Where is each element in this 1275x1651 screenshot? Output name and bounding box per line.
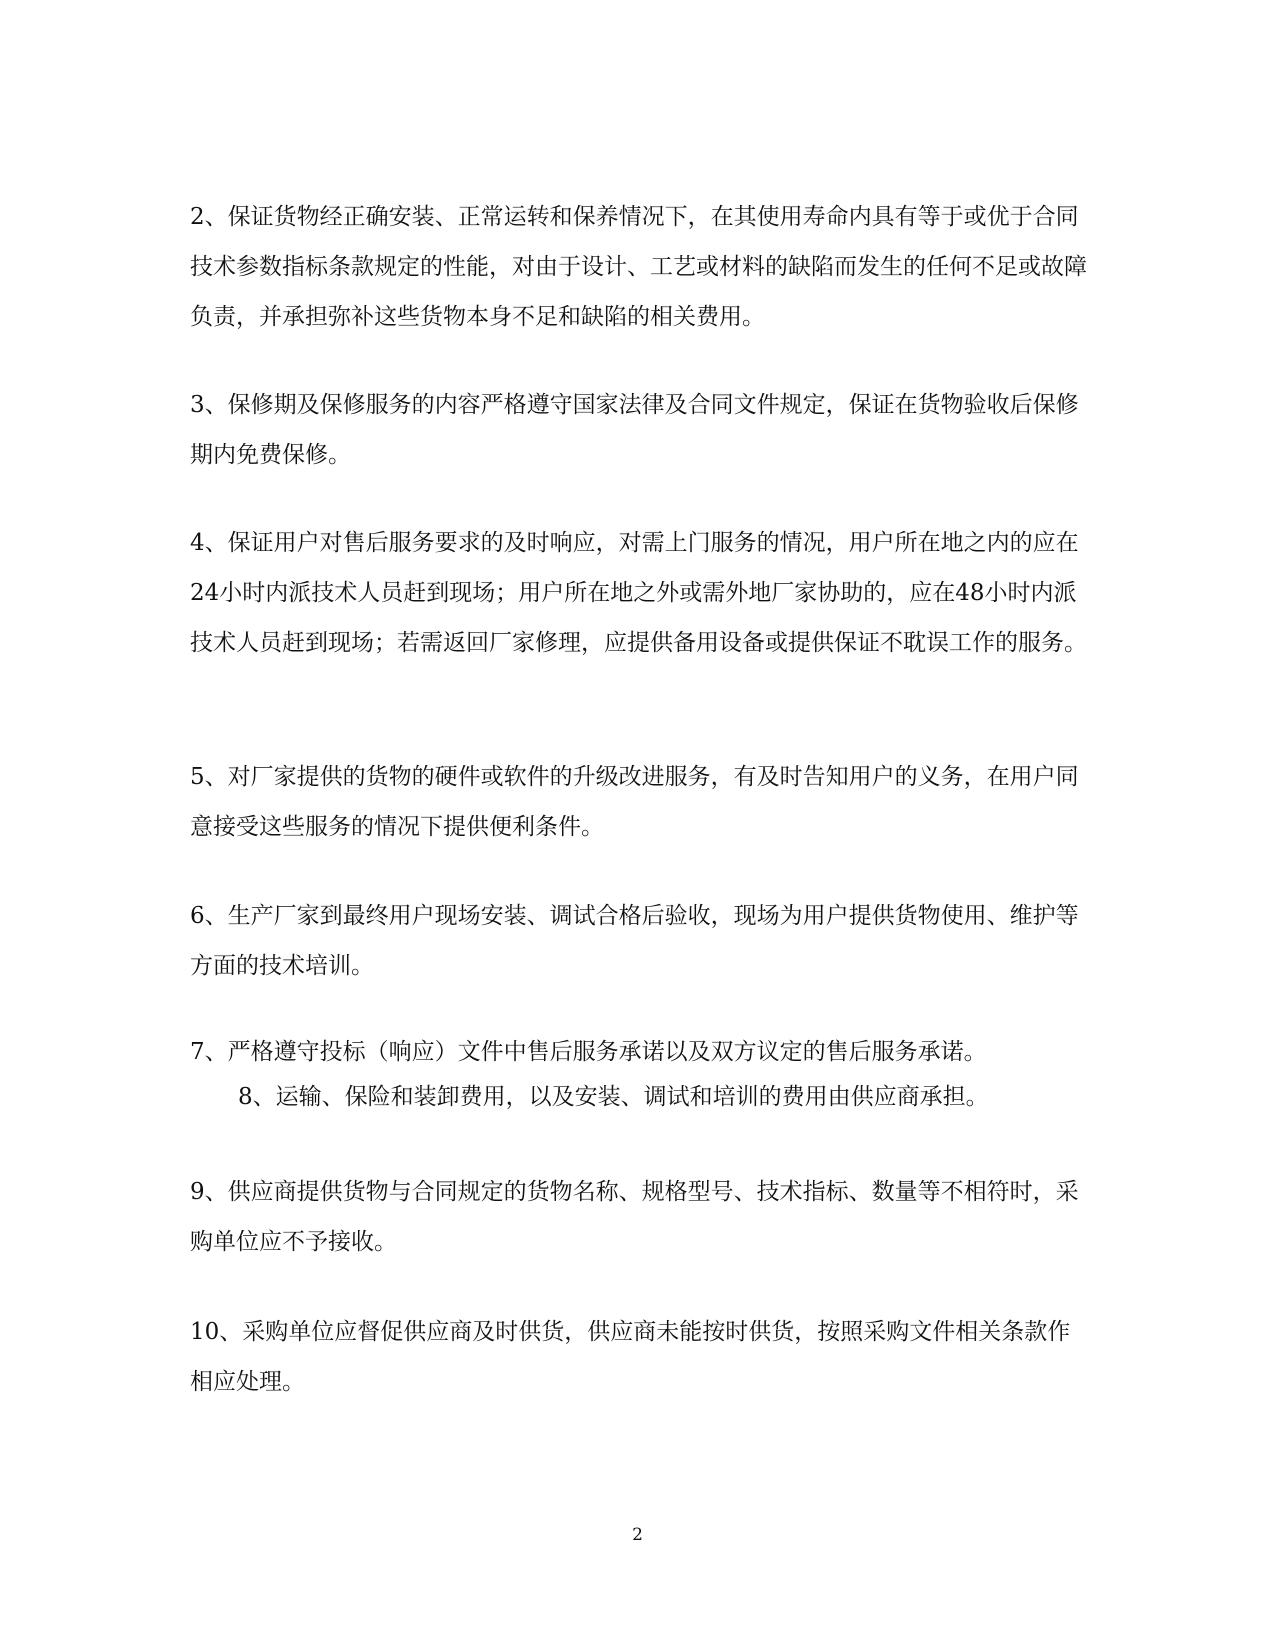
clause-6: 6、生产厂家到最终用户现场安装、调试合格后验收，现场为用户提供货物使用、维护等方面的技术培训。 [190, 903, 1079, 979]
clause-7: 7、严格遵守投标（响应）文件中售后服务承诺以及双方议定的售后服务承诺。 [190, 1039, 987, 1065]
clause-8: 8、运输、保险和装卸费用，以及安装、调试和培训的费用由供应商承担。 [238, 1084, 989, 1110]
clause-9: 9、供应商提供货物与合同规定的货物名称、规格型号、技术指标、数量等不相符时，采购单位应不予接收。 [190, 1179, 1079, 1255]
clause-2: 2、保证货物经正确安装、正常运转和保养情况下，在其使用寿命内具有等于或优于合同技术参数指标条款规定的性能，对由于设计、工艺或材料的缺陷而发生的任何不足或故障负责，并承担弥补这些货物本身不足和缺陷的相关费用。 [190, 204, 1087, 330]
clause-4: 4、保证用户对售后服务要求的及时响应，对需上门服务的情况，用户所在地之内的应在24小时内派技术人员赶到现场；用户所在地之外或需外地厂家协助的，应在48小时内派技术人员赶到现场；若需返回厂家修理，应提供备用设备或提供保证不耽误工作的服务。 [190, 530, 1087, 656]
clause-3: 3、保修期及保修服务的内容严格遵守国家法律及合同文件规定，保证在货物验收后保修期内免费保修。 [190, 392, 1079, 468]
clause-10: 10、采购单位应督促供应商及时供货，供应商未能按时供货，按照采购文件相关条款作相应处理。 [190, 1319, 1071, 1395]
page-number: 2 [632, 1525, 643, 1545]
clause-5: 5、对厂家提供的货物的硬件或软件的升级改进服务，有及时告知用户的义务，在用户同意接受这些服务的情况下提供便利条件。 [190, 764, 1079, 840]
